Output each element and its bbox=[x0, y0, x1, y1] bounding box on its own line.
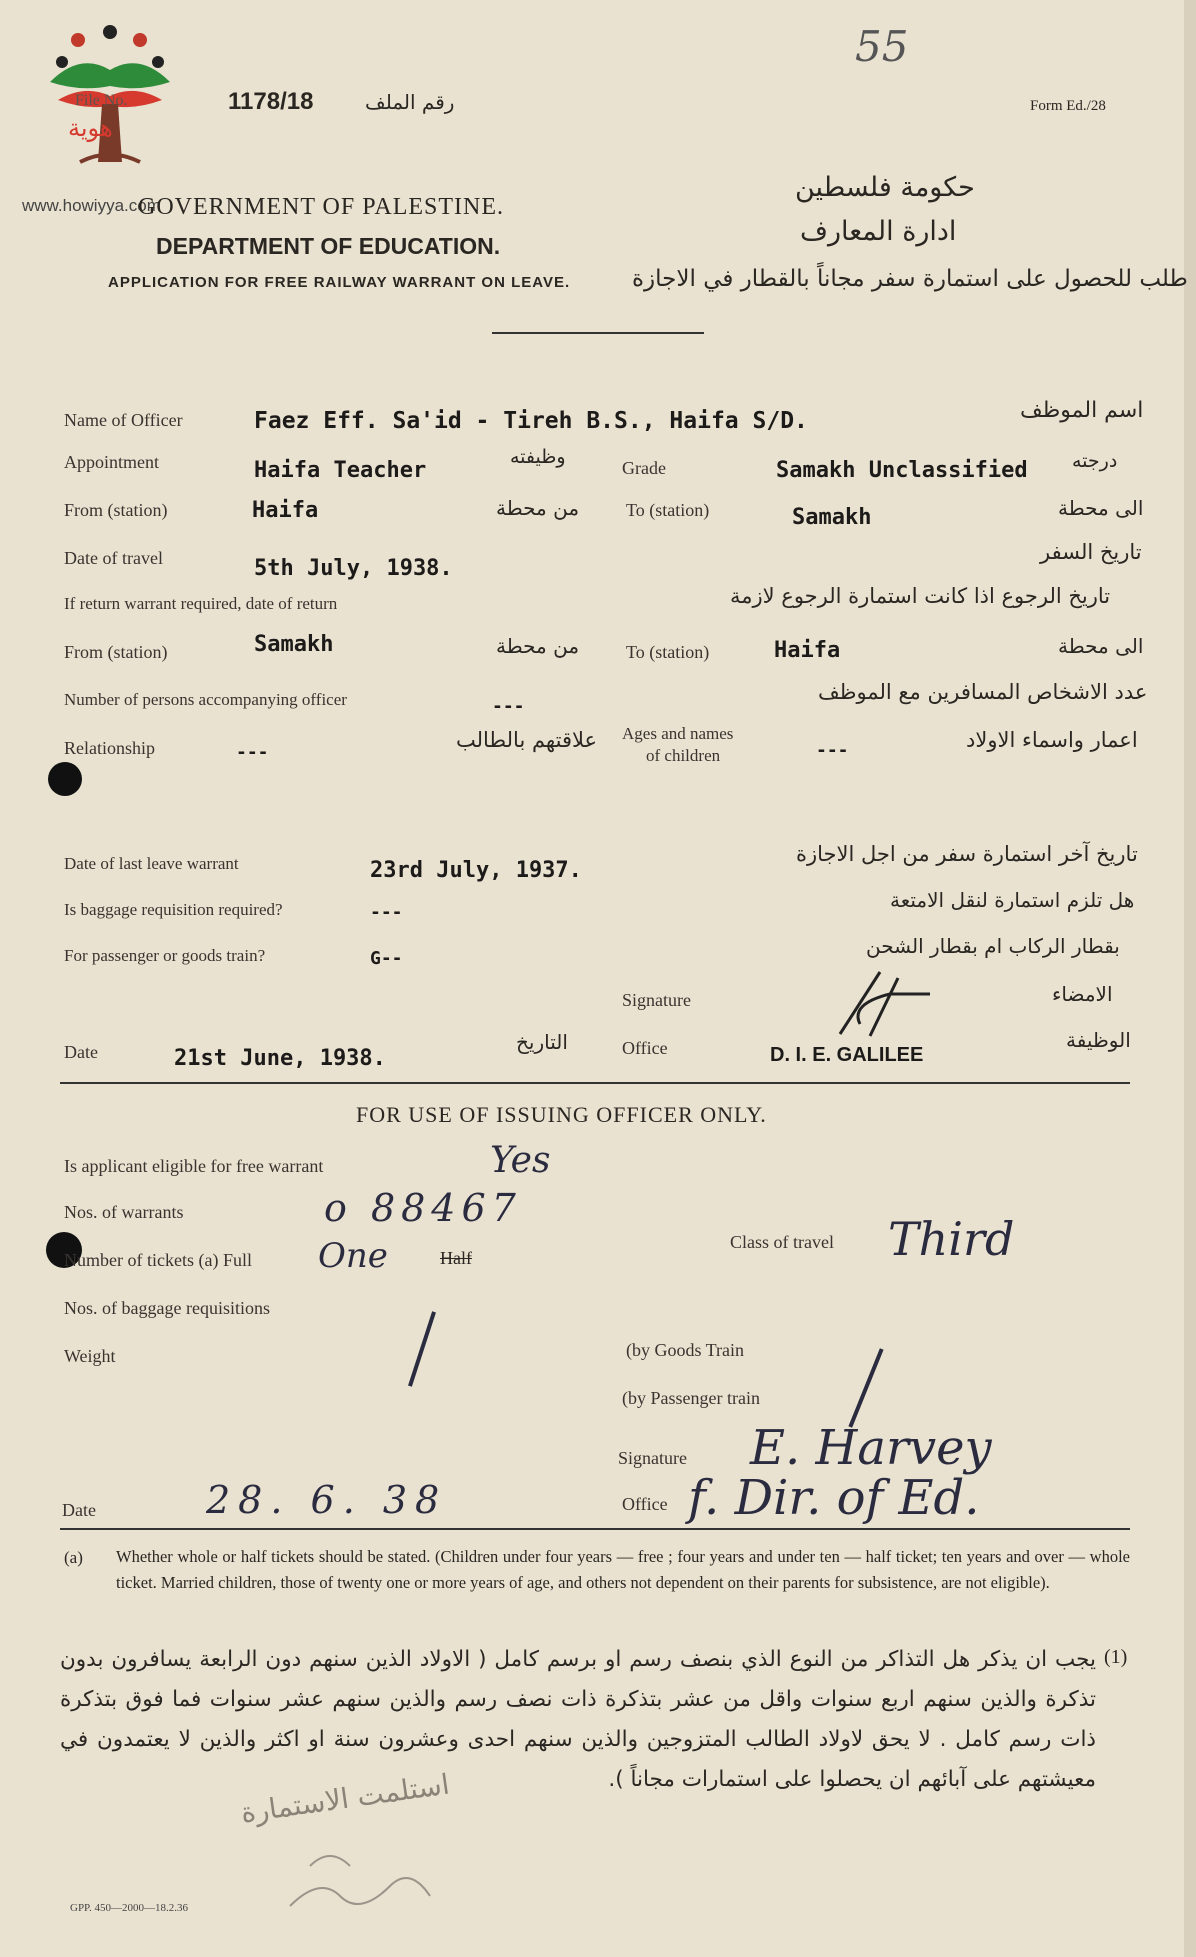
relationship-label: Relationship bbox=[64, 738, 155, 758]
notes-divider bbox=[60, 1528, 1130, 1530]
header-divider bbox=[492, 332, 704, 334]
baggage-label: Is baggage requisition required? bbox=[64, 900, 283, 919]
pencil-scribble-icon bbox=[280, 1836, 440, 1926]
pencil-note: استلمت الاستمارة bbox=[238, 1767, 452, 1830]
note-ar: يجب ان يذكر هل التذاكر من النوع الذي بنصف رسم او برسم كامل ( الاولاد الذين سنهم دون الرابعة يسافرون بدون تذكرة والذين سنهم اربع سنوات واقل من عشر بتذكرة ذات نصف رسم والذين سنهم عشر سنوات فما فوق بتذكرة ذات رسم كامل . لا يحق لاولاد الطالب المتزوجين والذين سنهم احدى وعشرون سنة او اكثر والذين لا يعتمدون في معيشتهم على آبائهم ان يحصلوا على استمارات مجاناً ). bbox=[60, 1647, 1096, 1792]
name-label-ar: اسم الموظف bbox=[1020, 398, 1144, 423]
printer-mark: GPP. 450—2000—18.2.36 bbox=[70, 1902, 188, 1914]
issuing-date-value: 28. 6. 38 bbox=[206, 1478, 448, 1522]
baggage-label-ar: هل تلزم استمارة لنقل الامتعة bbox=[890, 888, 1135, 912]
office-label-ar: الوظيفة bbox=[1066, 1028, 1131, 1052]
from-label-ar: من محطة bbox=[496, 496, 580, 520]
grade-value: Samakh Unclassified bbox=[776, 458, 1028, 483]
page-number: 55 bbox=[855, 22, 909, 71]
office-label: Office bbox=[622, 1038, 668, 1058]
page-edge bbox=[1184, 0, 1196, 1957]
file-label-ar: رقم الملف bbox=[365, 90, 455, 114]
dept-title-ar: ادارة المعارف bbox=[800, 216, 957, 247]
return-from-label: From (station) bbox=[64, 642, 168, 662]
to-label-ar: الى محطة bbox=[1058, 496, 1144, 520]
travel-date-label-ar: تاريخ السفر bbox=[1040, 540, 1142, 564]
app-title-ar: طلب للحصول على استمارة سفر مجاناً بالقطار في الاجازة bbox=[632, 266, 1188, 292]
return-to-value: Haifa bbox=[774, 638, 841, 663]
to-label: To (station) bbox=[626, 500, 710, 520]
applicant-signature-icon bbox=[820, 964, 940, 1044]
to-value: Samakh bbox=[792, 505, 872, 530]
children-label-line1: Ages and names bbox=[622, 724, 734, 743]
children-value: --- bbox=[816, 740, 849, 761]
last-leave-label-ar: تاريخ آخر استمارة سفر من اجل الاجازة bbox=[796, 842, 1138, 866]
relationship-label-ar: علاقتهم بالطالب bbox=[456, 728, 598, 752]
tickets-full-value: One bbox=[318, 1236, 388, 1276]
file-label: File No. bbox=[75, 92, 128, 109]
return-from-label-ar: من محطة bbox=[496, 634, 580, 658]
date-label: Date bbox=[64, 1042, 98, 1062]
office-value: D. I. E. GALILEE bbox=[770, 1044, 924, 1066]
section-divider bbox=[60, 1082, 1130, 1084]
note-marker-en: (a) bbox=[64, 1548, 83, 1567]
return-label: If return warrant required, date of return bbox=[64, 594, 338, 613]
signature-label-ar: الامضاء bbox=[1052, 982, 1113, 1006]
file-number: 1178/18 bbox=[228, 88, 314, 115]
logo-arabic-mark: هوية bbox=[68, 114, 113, 142]
baggage-stroke bbox=[408, 1311, 436, 1386]
eligible-value: Yes bbox=[490, 1140, 551, 1181]
passenger-train-label: (by Passenger train bbox=[622, 1388, 760, 1408]
last-leave-label: Date of last leave warrant bbox=[64, 854, 239, 873]
train-stroke bbox=[848, 1348, 883, 1427]
warrants-label: Nos. of warrants bbox=[64, 1202, 184, 1222]
from-label: From (station) bbox=[64, 500, 168, 520]
note-en: Whether whole or half tickets should be stated. (Children under four years — free ; four years and under ten — half ticket; ten years and over — whole ticket. Married children, those of twenty one or more years of age, and others not dependent on their parents for subsistence, are not eligible). bbox=[116, 1547, 1130, 1592]
appointment-label: Appointment bbox=[64, 452, 159, 472]
name-value: Faez Eff. Sa'id - Tireh B.S., Haifa S/D. bbox=[254, 408, 808, 434]
train-value: G-- bbox=[370, 948, 403, 969]
last-leave-value: 23rd July, 1937. bbox=[370, 858, 582, 883]
issuing-date-label: Date bbox=[62, 1500, 96, 1520]
return-label-ar: تاريخ الرجوع اذا كانت استمارة الرجوع لازمة bbox=[730, 584, 1111, 608]
grade-label-ar: درجته bbox=[1072, 450, 1118, 472]
issuing-signature-value: E. Harvey bbox=[750, 1420, 992, 1476]
children-label-ar: اعمار واسماء الاولاد bbox=[966, 728, 1138, 752]
issuing-heading: FOR USE OF ISSUING OFFICER ONLY. bbox=[356, 1102, 767, 1127]
app-title-en: APPLICATION FOR FREE RAILWAY WARRANT ON LEAVE. bbox=[108, 274, 571, 291]
gov-title-en: GOVERNMENT OF PALESTINE. bbox=[138, 194, 505, 220]
baggage-value: --- bbox=[370, 902, 403, 923]
appointment-label-ar: وظيفته bbox=[510, 446, 566, 468]
tickets-label: Number of tickets (a) Full bbox=[64, 1250, 252, 1270]
goods-train-label: (by Goods Train bbox=[626, 1340, 745, 1360]
warrants-value: o 88467 bbox=[324, 1186, 522, 1230]
travel-date-value: 5th July, 1938. bbox=[254, 556, 453, 581]
gov-title-ar: حكومة فلسطين bbox=[795, 172, 975, 203]
appointment-value: Haifa Teacher bbox=[254, 458, 427, 483]
return-to-label: To (station) bbox=[626, 642, 710, 662]
issuing-office-label: Office bbox=[622, 1494, 668, 1514]
logo-url: www.howiyya.com bbox=[22, 196, 161, 215]
return-from-value: Samakh bbox=[254, 632, 334, 657]
dept-title-en: DEPARTMENT OF EDUCATION. bbox=[156, 233, 501, 259]
signature-label: Signature bbox=[622, 990, 691, 1010]
class-label: Class of travel bbox=[730, 1232, 834, 1252]
tickets-half: Half bbox=[440, 1248, 472, 1268]
persons-label: Number of persons accompanying officer bbox=[64, 690, 347, 709]
date-value: 21st June, 1938. bbox=[174, 1046, 386, 1071]
issuing-signature-label: Signature bbox=[618, 1448, 687, 1468]
train-label-ar: بقطار الركاب ام بقطار الشحن bbox=[866, 934, 1120, 958]
weight-label: Weight bbox=[64, 1346, 116, 1366]
issuing-office-value: f. Dir. of Ed. bbox=[688, 1470, 980, 1526]
grade-label: Grade bbox=[622, 458, 666, 478]
travel-date-label: Date of travel bbox=[64, 548, 163, 568]
form-ref: Form Ed./28 bbox=[1030, 98, 1106, 114]
relationship-value: --- bbox=[236, 742, 269, 763]
punch-hole bbox=[48, 762, 82, 796]
date-label-ar: التاريخ bbox=[516, 1030, 568, 1054]
name-label: Name of Officer bbox=[64, 410, 183, 430]
from-value: Haifa bbox=[252, 498, 319, 523]
class-value: Third bbox=[888, 1212, 1015, 1266]
eligible-label: Is applicant eligible for free warrant bbox=[64, 1156, 324, 1176]
baggage-req-label: Nos. of baggage requisitions bbox=[64, 1298, 270, 1318]
train-label: For passenger or goods train? bbox=[64, 946, 266, 965]
persons-label-ar: عدد الاشخاص المسافرين مع الموظف bbox=[818, 680, 1148, 704]
note-marker-ar: (1) bbox=[1104, 1646, 1128, 1668]
return-to-label-ar: الى محطة bbox=[1058, 634, 1144, 658]
children-label-line2: of children bbox=[646, 746, 721, 765]
persons-value: --- bbox=[492, 696, 525, 717]
